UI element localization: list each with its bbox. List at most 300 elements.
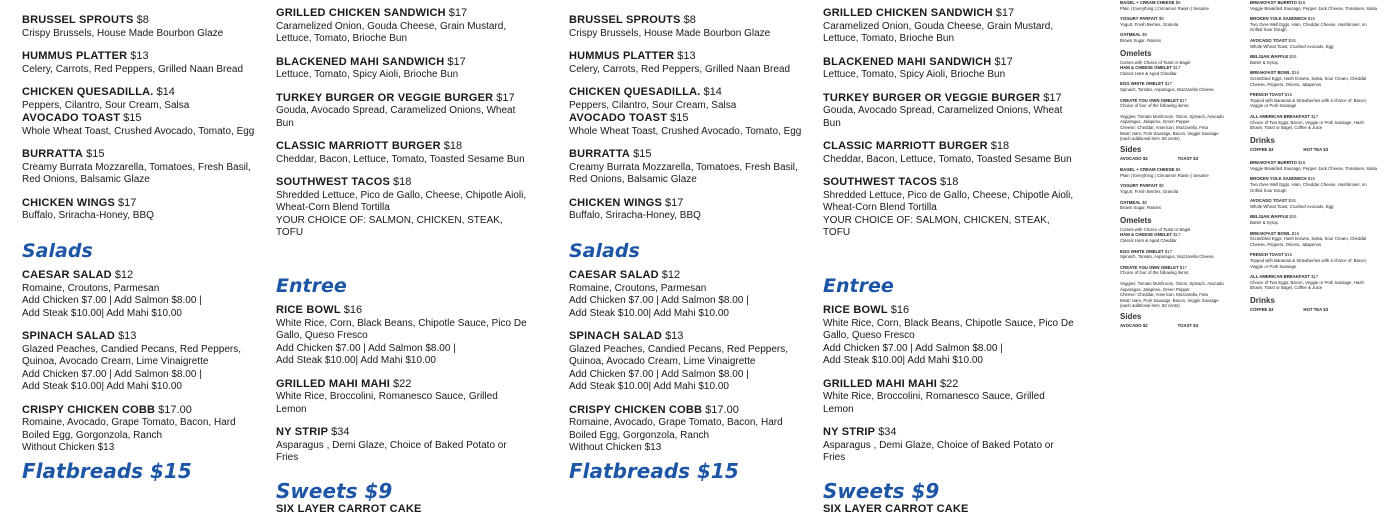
menu-item-heading <box>823 140 1078 154</box>
menu-item-heading <box>276 304 531 318</box>
menu-item-price: $34 <box>331 426 350 438</box>
breakfast-item-price: $15 <box>1289 214 1297 220</box>
breakfast-item <box>1120 232 1240 243</box>
menu-item-name: BURRATTA <box>22 148 84 160</box>
menu-item <box>276 304 531 368</box>
menu-item-addon: Without Chicken $13 <box>22 442 115 453</box>
breakfast-item <box>1120 183 1240 194</box>
menu-item-heading <box>22 197 257 211</box>
breakfast-item <box>1250 54 1378 65</box>
breakfast-item-price: $17 <box>1311 113 1319 119</box>
menu-item-heading <box>22 14 257 28</box>
menu-item-description: Buffalo, Sriracha-Honey, BBQ <box>569 210 701 221</box>
menu-item-name: CRISPY CHICKEN COBB <box>569 403 703 416</box>
breakfast-item-description: Brown Sugar, Raisins <box>1120 205 1162 211</box>
menu-item <box>823 426 1078 465</box>
omelet-option: Cheese: Cheddar, American, Mozzarella, Feta <box>1120 124 1208 130</box>
menu-item <box>22 404 257 455</box>
breakfast-item-name: BELGIAN WAFFLE <box>1250 214 1289 220</box>
menu-item-heading <box>569 50 804 64</box>
breakfast-item-name: BELGIAN WAFFLE <box>1250 54 1289 60</box>
menu-item-description: White Rice, Corn, Black Beans, Chipotle Sauce, Pico De Gallo, Queso Fresco <box>823 317 1074 341</box>
menu-item-price: $17 <box>118 196 137 209</box>
menu-item <box>569 14 804 40</box>
breakfast-item-name: AVOCADO TOAST <box>1250 198 1288 204</box>
breakfast-menu-left <box>1120 0 1240 329</box>
menu-item-heading <box>276 426 531 440</box>
breakfast-item <box>1120 65 1240 76</box>
breakfast-item <box>1250 114 1378 131</box>
drinks-row <box>1250 147 1378 153</box>
menu-item-heading <box>276 176 531 190</box>
omelet-option: Cheese: Cheddar, American, Mozzarella, Feta <box>1120 292 1208 298</box>
menu-item-name: HUMMUS PLATTER <box>569 50 675 62</box>
menu-item <box>22 50 257 76</box>
drinks-heading: Drinks <box>1250 135 1275 145</box>
menu-item-heading <box>22 148 257 162</box>
sweets-heading: Sweets $9 <box>823 478 940 503</box>
menu-item-addon: Add Steak $10.00| Add Mahi $10.00 <box>22 381 182 392</box>
sides-row <box>1120 323 1240 329</box>
menu-item-name: GRILLED MAHI MAHI <box>823 377 938 390</box>
menu-item-name: GRILLED CHICKEN SANDWICH <box>276 7 446 19</box>
menu-item-description: Crispy Brussels, House Made Bourbon Glaze <box>22 27 224 39</box>
menu-column-1 <box>22 0 257 489</box>
salads-list <box>22 269 257 455</box>
menu-item-price: $8 <box>683 14 696 26</box>
menu-item <box>569 86 804 138</box>
menu-item-heading <box>823 176 1078 190</box>
menu-item-price: $18 <box>443 140 463 152</box>
menu-item <box>823 92 1078 131</box>
menu-item-name: BRUSSEL SPROUTS <box>569 14 681 26</box>
breakfast-item-price: $17 <box>1173 232 1181 238</box>
menu-item-description: Buffalo, Sriracha-Honey, BBQ <box>22 210 154 221</box>
menu-item-price: $14 <box>703 86 722 98</box>
breakfast-item-description: Plain | Everything | Cinnamon Raisin | Sesame <box>1120 5 1209 11</box>
menu-item-addon: Add Steak $10.00| Add Mahi $10.00 <box>276 355 436 366</box>
menu-item-heading <box>823 304 1078 318</box>
entree-heading: Entree <box>276 274 347 297</box>
omelet-option: Meat: Ham, Pork Sausage, Bacon, Veggie Sausage <box>1120 297 1219 303</box>
menu-item-addon: Add Chicken $7.00 | Add Salmon $8.00 | <box>823 342 1003 354</box>
breakfast-item-price: $15 <box>1289 54 1297 60</box>
breakfast-item-name: HAM & CHEESE OMELET <box>1120 232 1173 238</box>
breakfast-item <box>1250 0 1378 11</box>
breakfast-menu-right <box>1250 0 1378 313</box>
menu-item-description: Romaine, Avocado, Grape Tomato, Bacon, Hard Boiled Egg, Gorgonzola, Ranch <box>22 417 236 441</box>
breakfast-item-name: CREATE YOU OWN OMELET <box>1120 97 1179 103</box>
entrees-list <box>823 304 1078 465</box>
menu-item-name: GRILLED MAHI MAHI <box>276 377 391 390</box>
menu-item-heading <box>22 404 257 418</box>
breakfast-item-price: $16 <box>1284 92 1292 98</box>
menu-item <box>569 148 804 187</box>
menu-item-description: Glazed Peaches, Candied Pecans, Red Peppers, Quinoa, Avocado Cream, Lime Vinaigrette <box>22 343 242 367</box>
breakfast-item <box>1120 98 1240 109</box>
menu-item-description: Caramelized Onion, Gouda Cheese, Grain Mustard, Lettuce, Tomato, Brioche Bun <box>276 20 507 44</box>
breakfast-item-description: Yogurt, Fresh Berries, Granola <box>1120 189 1179 195</box>
breakfast-item <box>1250 198 1378 209</box>
breakfast-block <box>1250 0 1378 313</box>
menu-item-name: CLASSIC MARRIOTT BURGER <box>823 140 988 152</box>
menu-item <box>22 14 257 40</box>
breakfast-item-price: $15 <box>1307 16 1315 22</box>
menu-item-name: SOUTHWEST TACOS <box>823 176 938 188</box>
menu-item-description: Glazed Peaches, Candied Pecans, Red Peppers, Quinoa, Avocado Cream, Lime Vinaigrette <box>569 343 789 367</box>
menu-item-description: Gouda, Avocado Spread, Caramelized Onions, Wheat Bun <box>276 105 516 129</box>
menu-subitem-heading <box>569 112 804 126</box>
drink-item: COFFEE $3 <box>1250 146 1274 152</box>
omelet-option: Meat: Ham, Pork Sausage, Bacon, Veggie Sausage <box>1120 130 1219 136</box>
salads-heading: Salads <box>569 239 640 262</box>
menu-item-addon: Add Steak $10.00| Add Mahi $10.00 <box>823 355 983 366</box>
menu-item-name: NY STRIP <box>276 426 329 438</box>
menu-item-addon: Without Chicken $13 <box>569 442 662 453</box>
omelets-heading: Omelets <box>1120 215 1152 225</box>
menu-item-heading <box>823 426 1078 440</box>
sides-row <box>1120 156 1240 162</box>
menu-item-description: Romaine, Croutons, Parmesan <box>569 282 707 294</box>
breakfast-item-price: $17 <box>1164 81 1173 87</box>
menu-item-description: Creamy Burrata Mozzarella, Tomatoes, Fresh Basil, Red Onions, Balsamic Glaze <box>569 161 798 185</box>
menu-item <box>276 176 531 240</box>
menu-item-description: Whole Wheat Toast, Crushed Avocado, Tomato, Egg <box>22 125 255 137</box>
breakfast-item-name: ALL AMERICAN BREAKFAST <box>1250 113 1310 119</box>
omelets-note: Comes with Choice of Toast or Bagel <box>1120 59 1191 65</box>
breakfast-item-description: Veggie Breakfast Sausage, Pepper Jack Cheese, Tomatoes, Salsa <box>1250 5 1377 11</box>
breakfast-item-description: Two Over-Well Eggs, Ham, Cheddar Cheese, Hashbrown, on Grilled Sour Dough <box>1250 182 1367 193</box>
breakfast-item-price: $6 <box>1175 167 1181 173</box>
menu-item-name: CAESAR SALAD <box>22 269 112 281</box>
sweets-heading: Sweets $9 <box>276 478 393 503</box>
menu-item-heading <box>569 86 804 100</box>
entrees-list <box>276 304 531 465</box>
menu-item-name: CHICKEN QUESADILLA. <box>569 86 701 98</box>
appetizers-list <box>569 14 804 223</box>
entree-heading: Entree <box>823 274 894 297</box>
menu-item-price: $17 <box>448 7 468 19</box>
menu-item <box>823 304 1078 368</box>
breakfast-right-block <box>1250 160 1378 312</box>
menu-item-description: Shredded Lettuce, Pico de Gallo, Cheese, Chipotle Aioli, Wheat-Corn Blend Tortilla <box>276 189 527 213</box>
menu-item-heading <box>569 14 804 28</box>
menu-item-name: CAESAR SALAD <box>569 269 659 281</box>
menu-item-addon: Add Steak $10.00| Add Mahi $10.00 <box>22 307 182 319</box>
menu-item-name: TURKEY BURGER OR VEGGIE BURGER <box>823 91 1041 104</box>
menu-item-name: TURKEY BURGER OR VEGGIE BURGER <box>276 91 494 104</box>
menu-item-addon: Add Steak $10.00| Add Mahi $10.00 <box>569 381 729 392</box>
menu-item <box>823 140 1078 166</box>
breakfast-item-price: $17 <box>1179 264 1187 270</box>
menu-item-description: Peppers, Cilantro, Sour Cream, Salsa <box>569 99 737 111</box>
breakfast-item-name: BAGEL + CREAM CHEESE <box>1120 167 1175 173</box>
menu-item-name: AVOCADO TOAST <box>22 112 121 124</box>
salads-list <box>569 269 804 455</box>
drinks-heading: Drinks <box>1250 295 1275 305</box>
breakfast-item-name: OATMEAL <box>1120 199 1141 205</box>
breakfast-right-block <box>1250 0 1378 152</box>
menu-item-price: $18 <box>990 140 1010 152</box>
menu-item-addon: Add Chicken $7.00 | Add Salmon $8.00 | <box>276 342 456 354</box>
menu-item <box>569 197 804 223</box>
drink-item: HOT TEA $3 <box>1303 306 1329 312</box>
menu-item-name: AVOCADO TOAST <box>569 112 668 124</box>
menu-item-price: $18 <box>393 176 412 188</box>
menu-item <box>276 426 531 465</box>
breakfast-item-name: BROKEN YOLK SANDWICH <box>1250 176 1307 182</box>
menu-item-name: RICE BOWL <box>276 304 341 316</box>
breakfast-item-name: BROKEN YOLK SANDWICH <box>1250 16 1307 22</box>
breakfast-item-description: Yogurt, Fresh Berries, Granola <box>1120 21 1179 27</box>
menu-item-choices: YOUR CHOICE OF: SALMON, CHICKEN, STEAK, TOFU <box>823 214 1050 238</box>
menu-item-price: $34 <box>878 426 897 438</box>
breakfast-item-name: FRENCH TOAST <box>1250 92 1284 98</box>
menu-item-description: Crispy Brussels, House Made Bourbon Glaze <box>569 27 771 39</box>
menu-item <box>22 269 257 320</box>
breakfast-item-name: EGG WHITE OMELET <box>1120 248 1164 254</box>
menu-item-description: White Rice, Corn, Black Beans, Chipotle Sauce, Pico De Gallo, Queso Fresco <box>276 317 527 341</box>
breakfast-item <box>1120 0 1240 11</box>
breakfast-item-name: BREAKFAST BOWL <box>1250 230 1291 236</box>
menu-column-3 <box>569 0 804 489</box>
side-item: TOAST $3 <box>1177 155 1199 161</box>
breakfast-item-description: Topped with Bananas & Strawberries with a choice of: Bacon, Veggie or Pork Sausage <box>1250 97 1368 109</box>
side-item: AVOCADO $2 <box>1120 155 1148 161</box>
flatbreads-heading: Flatbreads $15 <box>22 458 192 483</box>
breakfast-item-price: $17 <box>1311 274 1319 280</box>
menu-item-heading <box>22 50 257 64</box>
menu-item-price: $15 <box>123 112 142 124</box>
breakfast-item-price: $8 <box>1158 16 1164 22</box>
menu-item-description: Romaine, Avocado, Grape Tomato, Bacon, Hard Boiled Egg, Gorgonzola, Ranch <box>569 417 783 441</box>
breakfast-item-description: Scrambled Eggs, Hash browns, Salsa, Sour Cream, Cheddar Cheese, Peppers, Onions, Jalapenos <box>1250 236 1367 247</box>
breakfast-item-price: $17 <box>1164 248 1173 254</box>
menu-item-price: $12 <box>114 269 134 281</box>
menu-item-heading <box>823 7 1078 21</box>
breakfast-item-name: AVOCADO TOAST <box>1250 37 1288 43</box>
menu-item-heading <box>569 197 804 211</box>
menu-item-description: Gouda, Avocado Spread, Caramelized Onions, Wheat Bun <box>823 105 1063 129</box>
omelets-note: Comes with Choice of Toast or Bagel <box>1120 226 1191 232</box>
menu-item-price: $17.00 <box>705 403 739 416</box>
breakfast-item <box>1120 16 1240 27</box>
menu-item-heading <box>276 7 531 21</box>
menu-item <box>276 140 531 166</box>
menu-column-2 <box>276 0 531 516</box>
menu-item-heading <box>276 92 531 106</box>
menu-item-price: $16 <box>890 304 910 316</box>
menu-item-name: GRILLED CHICKEN SANDWICH <box>823 7 993 19</box>
menu-item-price: $22 <box>940 377 959 390</box>
menu-item-description: Celery, Carrots, Red Peppers, Grilled Naan Bread <box>569 63 791 75</box>
menu-item-addon: Add Steak $10.00| Add Mahi $10.00 <box>569 307 729 319</box>
sandwiches-list <box>823 7 1078 240</box>
carrot-cake-title: SIX LAYER CARROT CAKE <box>276 503 422 515</box>
menu-item-description: Celery, Carrots, Red Peppers, Grilled Naan Bread <box>22 63 244 75</box>
appetizers-list <box>22 14 257 223</box>
breakfast-item-description: Plain | Everything | Cinnamon Raisin | Sesame <box>1120 172 1209 178</box>
breakfast-item <box>1120 167 1240 178</box>
menu-item <box>276 92 531 131</box>
menu-item-name: BLACKENED MAHI SANDWICH <box>276 55 445 68</box>
breakfast-item-description: Scrambled Eggs, Hash browns, Salsa, Sour Cream, Cheddar Cheese, Peppers, Onions, Jalapenos <box>1250 75 1367 87</box>
menu-item-name: CHICKEN WINGS <box>569 196 663 209</box>
breakfast-item-name: EGG WHITE OMELET <box>1120 81 1164 87</box>
breakfast-item-price: $16 <box>1291 230 1299 236</box>
breakfast-block <box>1120 0 1240 329</box>
menu-item-description: Lettuce, Tomato, Spicy Aioli, Brioche Bun <box>276 69 459 80</box>
menu-item-name: BRUSSEL SPROUTS <box>22 14 134 26</box>
breakfast-item-description: Whole Wheat Toast, Crushed Avocado, Egg <box>1250 43 1334 49</box>
menu-item-description: Creamy Burrata Mozzarella, Tomatoes, Fresh Basil, Red Onions, Balsamic Glaze <box>22 161 251 185</box>
menu-item-heading <box>823 378 1078 392</box>
menu-item <box>823 56 1078 82</box>
menu-item-heading <box>569 404 804 418</box>
menu-item-name: BLACKENED MAHI SANDWICH <box>823 55 992 68</box>
breakfast-item-price: $16 <box>1291 70 1299 76</box>
menu-item-addon: Add Chicken $7.00 | Add Salmon $8.00 | <box>22 368 202 380</box>
menu-item <box>22 197 257 223</box>
breakfast-item <box>1120 265 1240 276</box>
menu-item-description: Cheddar, Bacon, Lettuce, Tomato, Toasted Sesame Bun <box>276 153 525 165</box>
omelet-option: (each additional item .50 cents) <box>1120 303 1180 309</box>
menu-item-addon: Add Chicken $7.00 | Add Salmon $8.00 | <box>569 295 749 306</box>
drink-item: HOT TEA $3 <box>1303 146 1329 152</box>
menu-item-name: NY STRIP <box>823 426 876 438</box>
menu-item-heading <box>276 140 531 154</box>
menu-item-price: $15 <box>670 112 689 124</box>
breakfast-item-description: Butter & Syrup <box>1250 59 1278 65</box>
menu-item-price: $13 <box>118 330 137 342</box>
menu-item-heading <box>276 56 531 70</box>
menu-item-description: Cheddar, Bacon, Lettuce, Tomato, Toasted Sesame Bun <box>823 153 1072 165</box>
breakfast-item <box>1120 81 1240 92</box>
omelet-option: (each additional item .50 cents) <box>1120 136 1180 142</box>
breakfast-item-price: $15 <box>1288 198 1296 204</box>
menu-item-price: $22 <box>393 377 412 390</box>
menu-item-name: RICE BOWL <box>823 304 888 316</box>
menu-item-name: CLASSIC MARRIOTT BURGER <box>276 140 441 152</box>
breakfast-item <box>1250 252 1378 269</box>
breakfast-item-description: Whole Wheat Toast, Crushed Avocado, Egg <box>1250 203 1334 209</box>
breakfast-item <box>1250 274 1378 291</box>
menu-item-price: $17.00 <box>158 403 192 416</box>
menu-item-price: $18 <box>940 176 959 188</box>
breakfast-item-price: $15 <box>1298 0 1306 5</box>
breakfast-item-price: $8 <box>1158 183 1164 189</box>
drink-item: COFFEE $3 <box>1250 306 1274 312</box>
menu-item-heading <box>569 269 804 283</box>
omelets-heading: Omelets <box>1120 48 1152 58</box>
menu-item-price: $13 <box>665 330 684 342</box>
breakfast-item <box>1250 160 1378 171</box>
breakfast-item-description: Choice of four of the following items; <box>1120 270 1190 276</box>
menu-item-heading <box>569 330 804 344</box>
breakfast-item <box>1250 16 1378 33</box>
breakfast-item-name: YOGURT PARFAIT <box>1120 183 1158 189</box>
breakfast-item <box>1250 231 1378 248</box>
menu-item-description: Whole Wheat Toast, Crushed Avocado, Tomato, Egg <box>569 125 802 137</box>
menu-item <box>569 404 804 455</box>
breakfast-item-name: CREATE YOU OWN OMELET <box>1120 264 1179 270</box>
breakfast-item-description: Spinach, Tomato, Asparagus, Mozzarella Cheese <box>1120 254 1214 260</box>
breakfast-left-block <box>1120 0 1240 161</box>
menu-item-description: White Rice, Broccolini, Romanesco Sauce, Grilled Lemon <box>823 391 1045 415</box>
breakfast-item-name: BREAKFAST BURRITO <box>1250 160 1297 166</box>
menu-item <box>276 378 531 417</box>
menu-item <box>276 56 531 82</box>
breakfast-item-description: Two Over-Well Eggs, Ham, Cheddar Cheese, Hashbrown, on Grilled Sour Dough <box>1250 21 1367 33</box>
menu-item-price: $15 <box>633 148 652 160</box>
breakfast-item-description: Classic Ham & Aged Cheddar <box>1120 70 1177 76</box>
carrot-cake-title: SIX LAYER CARROT CAKE <box>823 503 969 515</box>
breakfast-item <box>1120 249 1240 260</box>
menu-item <box>22 86 257 138</box>
breakfast-item-price: $16 <box>1284 252 1292 258</box>
breakfast-item-price: $8 <box>1142 32 1147 38</box>
menu-column-4 <box>823 0 1078 516</box>
menu-item <box>823 7 1078 46</box>
menu-item-price: $8 <box>136 14 149 26</box>
menu-item-name: CHICKEN WINGS <box>22 196 116 209</box>
sides-heading: Sides <box>1120 311 1142 321</box>
menu-item-price: $13 <box>677 50 696 62</box>
breakfast-item-description: Choice of Two Eggs, Bacon, Veggie or Pork Sausage, Hash Brown, Toast or Bagel, Coffee & Juice <box>1250 119 1364 131</box>
salads-heading: Salads <box>22 239 93 262</box>
breakfast-item-name: BREAKFAST BOWL <box>1250 70 1291 76</box>
breakfast-item-description: Choice of Two Eggs, Bacon, Veggie or Pork Sausage, Hash Brown, Toast or Bagel, Coffee & Juice <box>1250 279 1364 291</box>
menu-item-description: Romaine, Croutons, Parmesan <box>22 282 160 294</box>
omelet-option: Veggies: Tomato Mushroom, Onion, Spinach, Avocado Asparagus, Jalapeno, Green Pepper <box>1120 113 1224 125</box>
breakfast-item-description: Spinach, Tomato, Asparagus, Mozzarella Cheese <box>1120 86 1214 92</box>
menu-item-price: $14 <box>156 86 175 98</box>
breakfast-item <box>1250 92 1378 109</box>
breakfast-item-name: BREAKFAST BURRITO <box>1250 0 1297 5</box>
side-item: TOAST $3 <box>1177 322 1199 328</box>
menu-item <box>823 378 1078 417</box>
menu-item-heading <box>823 56 1078 70</box>
menu-item-price: $17 <box>1043 91 1062 104</box>
breakfast-item-price: $15 <box>1288 37 1296 43</box>
breakfast-item-description: Veggie Breakfast Sausage, Pepper Jack Cheese, Tomatoes, Salsa <box>1250 165 1377 171</box>
menu-item-description: Shredded Lettuce, Pico de Gallo, Cheese, Chipotle Aioli, Wheat-Corn Blend Tortilla <box>823 189 1074 213</box>
menu-item-price: $17 <box>994 55 1013 68</box>
breakfast-item <box>1250 38 1378 49</box>
flatbreads-heading: Flatbreads $15 <box>569 458 739 483</box>
menu-item <box>22 148 257 187</box>
breakfast-item-name: HAM & CHEESE OMELET <box>1120 65 1173 71</box>
menu-item-price: $17 <box>496 91 515 104</box>
sandwiches-list <box>276 7 531 240</box>
breakfast-item-description: Choice of four of the following items; <box>1120 103 1190 109</box>
menu-item-heading <box>569 148 804 162</box>
menu-item-heading <box>276 378 531 392</box>
menu-item-addon: Add Chicken $7.00 | Add Salmon $8.00 | <box>22 295 202 306</box>
breakfast-item <box>1120 200 1240 211</box>
menu-item <box>569 50 804 76</box>
breakfast-item-name: BAGEL + CREAM CHEESE <box>1120 0 1175 5</box>
menu-item-addon: Add Chicken $7.00 | Add Salmon $8.00 | <box>569 368 749 380</box>
breakfast-item <box>1250 214 1378 225</box>
menu-item-price: $13 <box>130 50 149 62</box>
menu-item-heading <box>22 86 257 100</box>
menu-item-name: SPINACH SALAD <box>569 330 663 342</box>
breakfast-item-price: $15 <box>1298 160 1306 166</box>
menu-item-description: White Rice, Broccolini, Romanesco Sauce, Grilled Lemon <box>276 391 498 415</box>
menu-item-price: $12 <box>661 269 681 281</box>
breakfast-item <box>1250 176 1378 193</box>
